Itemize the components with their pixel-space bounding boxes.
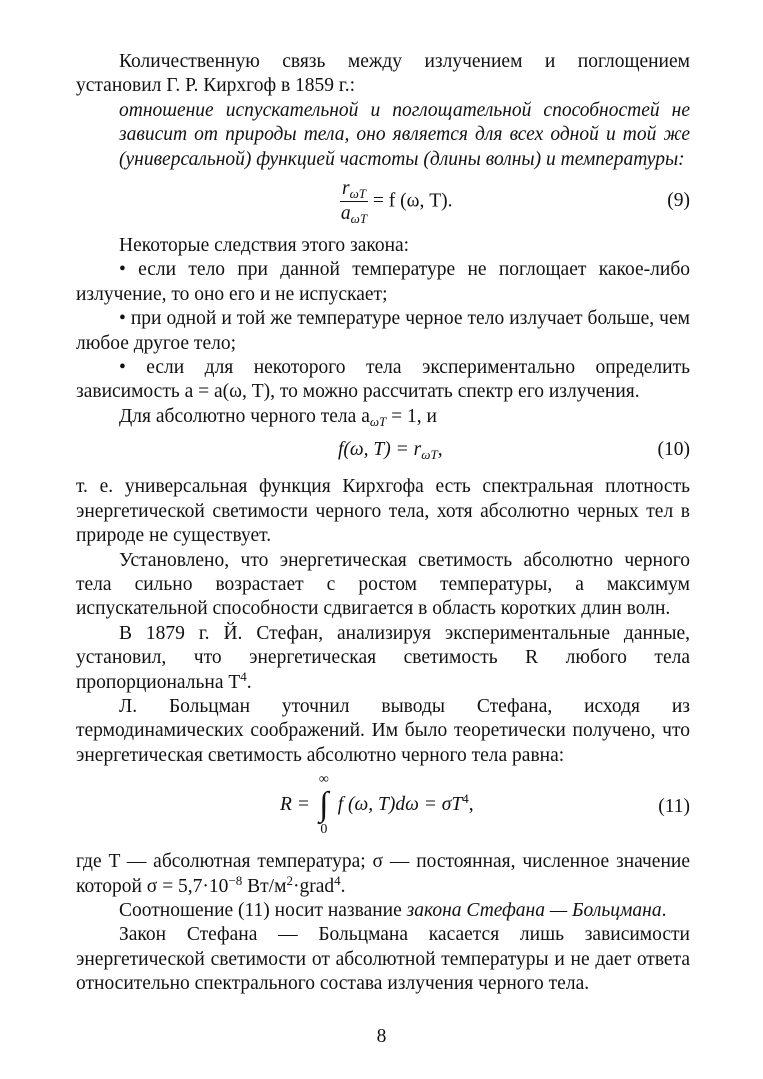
law-name-after: . <box>661 899 667 921</box>
eq10-sub: ωT <box>421 447 438 463</box>
where-text-c: ·grad <box>292 875 335 897</box>
paragraph-universal-function: т. е. универсальная функция Кирхгофа есть спектральная плотность энергетической светимости черного тела, хотя абсолютно черных тел в природе не существует. <box>76 476 690 547</box>
bullet-3: • если для некоторого тела экспериментально определить зависимость a = a(ω, T), то можно рассчитать спектр его излучения. <box>76 357 690 403</box>
integral-lower-limit: 0 <box>320 822 328 838</box>
eq11-lhs: R = <box>280 794 310 816</box>
where-sup-exp: −8 <box>228 872 243 888</box>
bullet-2: • при одной и той же температуре черное тело излучает больше, чем любое другое тело; <box>76 308 690 354</box>
integral-sign: ∞ ∫ 0 <box>315 772 333 838</box>
where-text-b: Вт/м <box>242 875 287 897</box>
stefan-text: В 1879 г. Й. Стефан, анализируя экспериментальные данные, установил, что энергетическая светимость R любого тела пропорциональна T <box>76 622 690 693</box>
paragraph-law-limits: Закон Стефана — Больцмана касается лишь зависимости энергетической светимости от абсолютной температуры и не дает ответа относительно спектрального состава излучения черного тела. <box>76 924 690 995</box>
law-name-italic: закона Стефана — Больцмана <box>406 899 662 921</box>
black-body-after: = 1, и <box>386 405 437 427</box>
eq9-rhs: = f (ω, T). <box>372 190 453 212</box>
paragraph-where <box>76 850 690 899</box>
equation-11-label: (11) <box>658 796 690 818</box>
where-sup-m2: 2 <box>286 872 293 888</box>
equation-11 <box>76 768 690 850</box>
stefan-after: . <box>246 671 252 693</box>
eq9-numerator: r <box>342 178 350 200</box>
black-body-text: Для абсолютно черного тела a <box>119 405 370 427</box>
eq9-denominator: a <box>340 203 351 225</box>
eq10-lhs: f(ω, T) = r <box>338 439 422 461</box>
page-number: 8 <box>376 1026 387 1047</box>
integral-upper-limit: ∞ <box>318 772 329 788</box>
where-sup-grad4: 4 <box>334 872 341 888</box>
where-text-a: где T — абсолютная температура; σ — постоянная, численное значение которой σ = 5,7·10 <box>76 851 690 897</box>
paragraph-luminosity-rises: Установлено, что энергетическая светимость абсолютно черного тела сильно возрастает с ростом температуры, а максимум испускательной способности сдвигается в область коротких длин волн. <box>76 549 690 620</box>
paragraph-kirchhoff-intro: Количественную связь между излучением и поглощением установил Г. Р. Кирхгоф в 1859 г.: <box>76 51 690 97</box>
eq10-after: , <box>437 439 443 461</box>
equation-9-label: (9) <box>667 190 690 212</box>
paragraph-law-name <box>76 899 690 923</box>
eq11-integrand: f (ω, T)dω = σT <box>337 794 463 816</box>
eq9-fraction <box>340 178 368 225</box>
page-body <box>76 50 690 997</box>
equation-10-label: (10) <box>657 439 690 461</box>
paragraph-black-body <box>76 405 690 429</box>
equation-9 <box>76 172 690 234</box>
paragraph-boltzmann: Л. Больцман уточнил выводы Стефана, исходя из термодинамических соображений. Им было теоретически получено, что энергетическая светимость абсолютно черного тела равна: <box>76 695 690 766</box>
paragraph-stefan <box>76 622 690 695</box>
kirchhoff-law-statement: отношение испускательной и поглощательной способностей не зависит от природы тела, оно является для всех одной и той же (универсальной) функцией частоты (длины волны) и температуры: <box>119 99 690 170</box>
bullet-1: • если тело при данной температуре не поглощает какое-либо излучение, то оно его и не испускает; <box>76 259 690 305</box>
paragraph-consequences-intro: Некоторые следствия этого закона: <box>119 235 410 257</box>
eq11-sup: 4 <box>462 791 469 807</box>
equation-10 <box>76 429 690 475</box>
eq11-after: , <box>468 794 474 816</box>
stefan-sup: 4 <box>240 668 247 684</box>
black-body-sub: ωT <box>369 413 387 429</box>
where-text-d: . <box>340 875 346 897</box>
eq9-numerator-sub: ωT <box>349 186 367 202</box>
law-name-text: Соотношение (11) носит название <box>119 899 407 921</box>
eq9-denominator-sub: ωT <box>350 211 368 227</box>
